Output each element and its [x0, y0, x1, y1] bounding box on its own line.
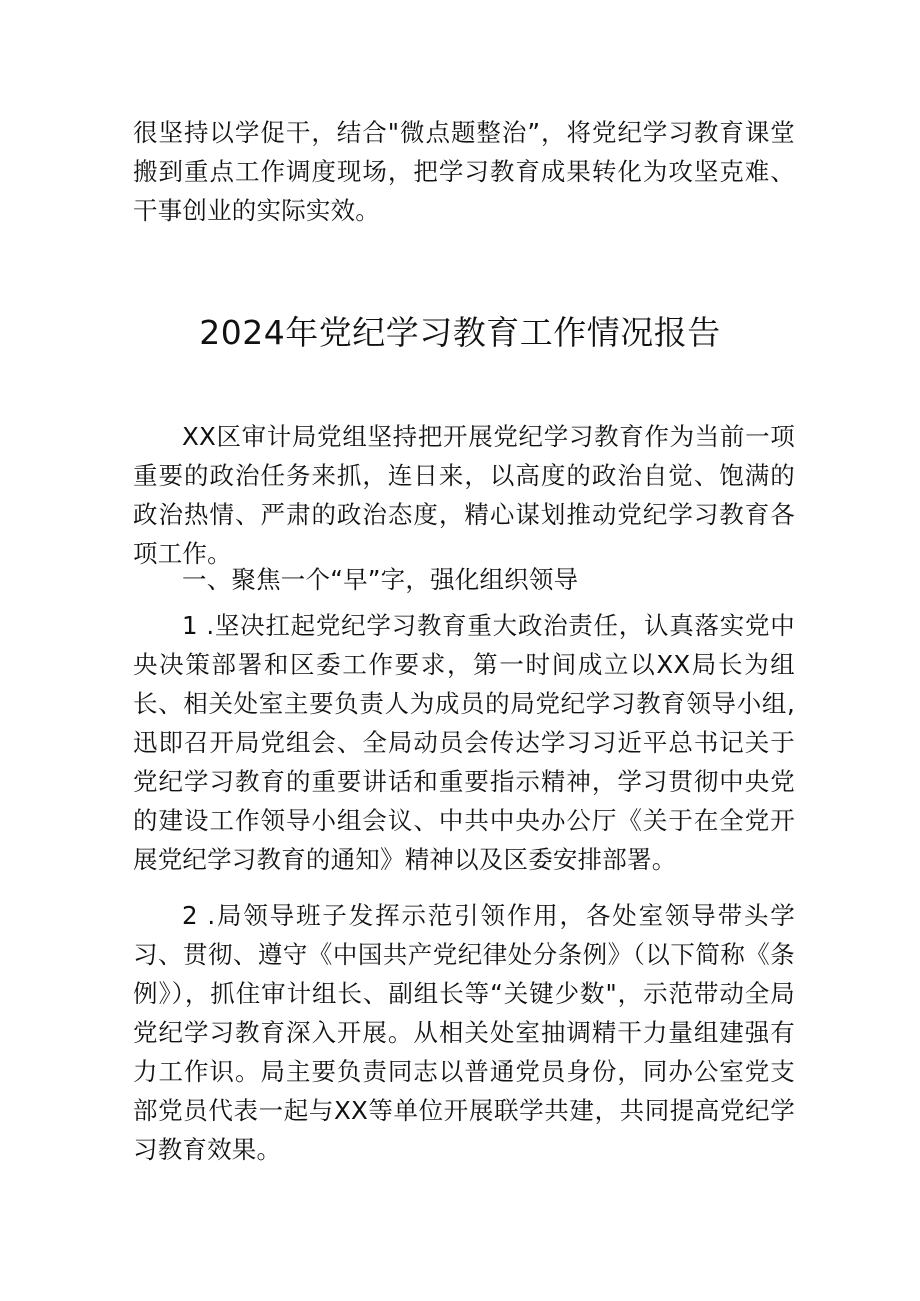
body-paragraph-item-1: 1 .坚决扛起党纪学习教育重大政治责任，认真落实党中央决策部署和区委工作要求，第一时间成立以XX局长为组长、相关处室主要负责人为成员的局党纪学习教育领导小组,迅即召开局党组会、全局动员会传达学习习近平总书记关于党纪学习教育的重要讲话和重要指示精神，学习贯彻中央党的建设工作领导小组会议、中共中央办公厅《关于在全党开展党纪学习教育的通知》精神以及区委安排部署。: [133, 611, 795, 874]
body-paragraph-item-2: 2 .局领导班子发挥示范引领作用，各处室领导带头学习、贯彻、遵守《中国共产党纪律处分条例》（以下简称《条例》），抓住审计组长、副组长等“关键少数"，示范带动全局党纪学习教育深入开展。从相关处室抽调精干力量组建强有力工作识。局主要负责同志以普通党员身份，同办公室党支部党员代表一起与XX等单位开展联学共建，共同提高党纪学习教育效果。: [133, 901, 795, 1164]
section-heading-1: 一、聚焦一个“早”字，强化组织领导: [182, 565, 579, 594]
body-paragraph-intro: XX区审计局党组坚持把开展党纪学习教育作为当前一项重要的政治任务来抓，连日来，以高度的政治自觉、饱满的政治热情、严肃的政治态度，精心谋划推动党纪学习教育各项工作。: [133, 422, 795, 568]
report-title: 2024年党纪学习教育工作情况报告: [199, 313, 721, 352]
intro-paragraph-fragment: 很坚持以学促干，结合"微点题整治”，将党纪学习教育课堂搬到重点工作调度现场，把学习教育成果转化为攻坚克难、干事创业的实际实效。: [133, 118, 795, 225]
